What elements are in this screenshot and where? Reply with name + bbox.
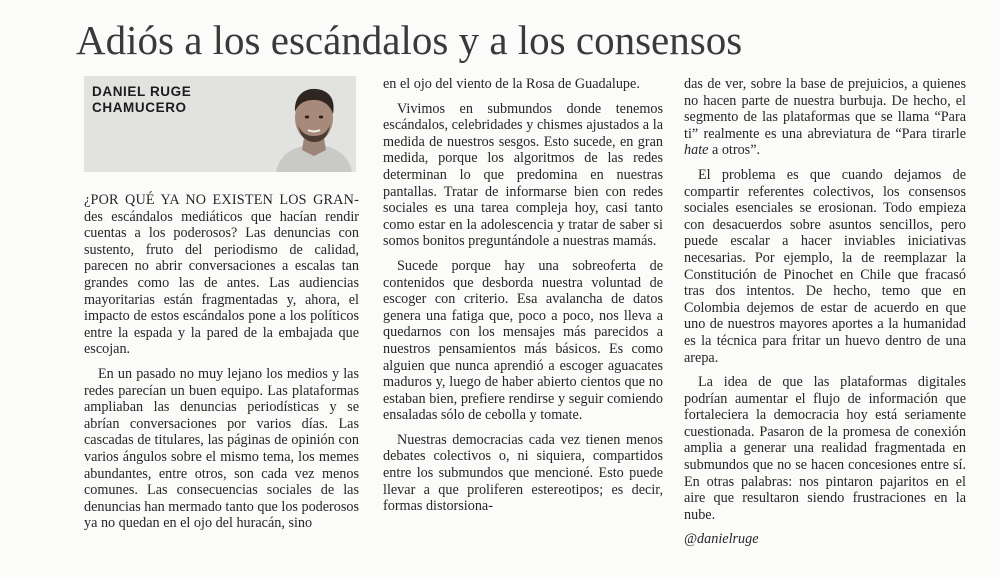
paragraph: En un pasado no muy lejano los medios y las redes parecían un buen equipo. Las plataformas ampliaban las denuncias periodísticas y se abrían conversaciones por varios días. Las cascadas de titulares, las páginas de opinión con varios ángulos sobre el mismo tema, los memes abundantes, entre otros, son cada vez menos comunes. Las consecuencias sociales de las denuncias han mermado tanto que los poderosos ya no quedan en el ojo del huracán, sino <box>84 365 360 532</box>
author-name <box>92 84 242 116</box>
author-portrait <box>270 80 356 172</box>
author-last-name: CHAMUCERO <box>92 100 187 115</box>
paragraph: La idea de que las plataformas digitales podrían aumentar el flujo de información que fortaleciera la democracia hoy está seriamente cuestionada. Pasaron de la promesa de conexión amplia a generar una realidad fragmentada en submundos que no se hacen concesiones entre sí. En otras palabras: nos pintaron pajaritos en el aire que resultaron siendo frustraciones en la nube. <box>684 374 966 523</box>
lead-text: des escándalos mediáticos que hacían rendir cuentas a los poderosos? Las denuncias con sustento, fruto del periodismo de calidad, parecen no abrir conversaciones a escalas tan grandes como las de antes. Las audiencias mayoritarias están fragmentadas y, ahora, el impacto de estos escándalos pone a los políticos entre la espada y la pared de la embajada que escojan. <box>84 208 359 358</box>
paragraph <box>684 76 966 159</box>
text-run: das de ver, sobre la base de prejuicios, a quienes no hacen parte de nuestra burbuja. De hecho, el segmento de las plataformas que se llama “Para ti” realmente es una abreviatura de “Para tirarle <box>684 76 966 142</box>
author-first-name: DANIEL RUGE <box>92 84 192 99</box>
column-1 <box>84 192 359 540</box>
paragraph <box>84 192 359 358</box>
author-handle: @danielruge <box>684 531 759 548</box>
paragraph: El problema es que cuando dejamos de compartir referentes colectivos, los consensos sociales esenciales se erosionan. Todo empieza con desacuerdos sobre asuntos sencillos, pero puede escalar a hacer inviables iniciativas necesarias. Por ejemplo, la de reemplazar la Constitución de Pinochet en Chile que fracasó tras dos intentos. De hecho, temo que en Colombia dejemos de estar de acuerdo en que uno de nuestros mayores aportes a la humanidad es la técnica para fritar un huevo dentro de una arepa. <box>684 166 966 366</box>
lead-caps: ¿POR QUÉ YA NO EXISTEN LOS GRAN- <box>84 192 359 208</box>
column-2 <box>383 76 663 523</box>
headline: Adiós a los escándalos y a los consensos <box>76 17 743 63</box>
italic-word: hate <box>684 142 709 159</box>
column-3 <box>684 76 966 548</box>
paragraph: Sucede porque hay una sobreoferta de contenidos que desborda nuestra voluntad de escoger con criterio. Esa avalancha de datos genera una fatiga que, poco a poco, nos lleva a quedarnos con los mensajes más parecidos a nuestros pensamientos más básicos. Es como alguien que nunca aprendió a escoger aguacates maduros y, luego de haber abierto cientos que no estaban bien, prefiere rendirse y seguir comiendo ensaladas sólo de cebolla y tomate. <box>383 257 663 424</box>
text-run: a otros”. <box>708 142 761 159</box>
paragraph: Vivimos en submundos donde tenemos escándalos, celebridades y chismes ajustados a la medida de nuestros sesgos. Esto sucede, en gran medida, porque los algoritmos de las redes determinan lo que predomina en nuestras pantallas. Tratar de informarse bien con redes sociales es una tarea compleja hoy, casi tanto como estar en la adolescencia y tratar de saber si somos bonitos preguntándole a nuestras mamás. <box>383 100 663 250</box>
author-byline <box>84 76 356 172</box>
paragraph: Nuestras democracias cada vez tienen menos debates colectivos o, ni siquiera, compartidos entre los submundos que mencioné. Esto puede llevar a que proliferen estereotipos; es decir, formas distorsiona- <box>383 431 663 515</box>
paragraph: en el ojo del viento de la Rosa de Guadalupe. <box>383 76 640 92</box>
